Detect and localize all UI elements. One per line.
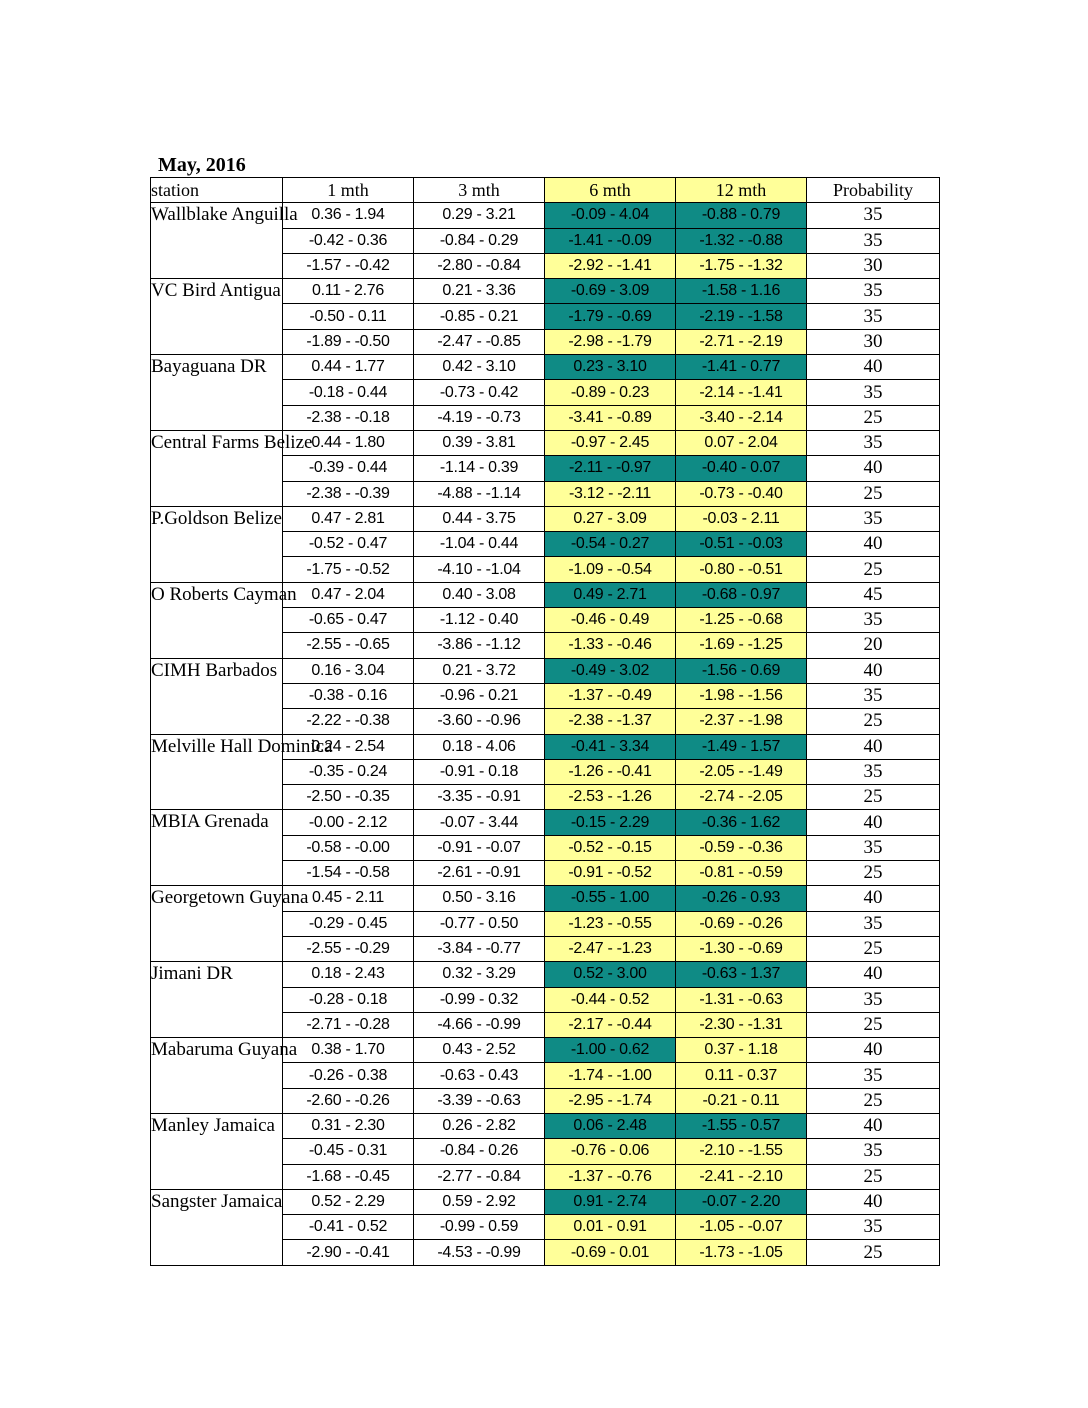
station-name: Georgetown Guyana (151, 886, 283, 962)
cell-1mth: 0.44 - 1.77 (283, 355, 414, 380)
cell-1mth: -0.45 - 0.31 (283, 1139, 414, 1164)
cell-1mth: 0.36 - 1.94 (283, 203, 414, 228)
header-6mth: 6 mth (545, 178, 676, 203)
cell-3mth: -0.84 - 0.29 (414, 228, 545, 253)
cell-probability: 35 (807, 608, 940, 633)
cell-probability: 40 (807, 532, 940, 557)
cell-1mth: -0.52 - 0.47 (283, 532, 414, 557)
cell-probability: 35 (807, 1139, 940, 1164)
cell-12mth: -1.41 - 0.77 (676, 355, 807, 380)
cell-12mth: -2.14 - -1.41 (676, 380, 807, 405)
cell-1mth: 0.16 - 3.04 (283, 658, 414, 683)
cell-probability: 30 (807, 329, 940, 354)
cell-12mth: -0.40 - 0.07 (676, 456, 807, 481)
cell-probability: 25 (807, 1164, 940, 1189)
cell-probability: 35 (807, 304, 940, 329)
table-row (151, 430, 940, 455)
cell-1mth: -0.00 - 2.12 (283, 810, 414, 835)
cell-6mth: -3.12 - -2.11 (545, 481, 676, 506)
table-row (151, 203, 940, 228)
cell-1mth: -0.65 - 0.47 (283, 608, 414, 633)
cell-1mth: -0.29 - 0.45 (283, 911, 414, 936)
cell-12mth: -0.73 - -0.40 (676, 481, 807, 506)
cell-1mth: 0.31 - 2.30 (283, 1113, 414, 1138)
header-12mth: 12 mth (676, 178, 807, 203)
cell-6mth: -1.37 - -0.49 (545, 683, 676, 708)
table-row (151, 658, 940, 683)
cell-3mth: 0.43 - 2.52 (414, 1038, 545, 1063)
cell-probability: 25 (807, 1240, 940, 1265)
cell-3mth: -2.61 - -0.91 (414, 861, 545, 886)
cell-12mth: -3.40 - -2.14 (676, 405, 807, 430)
cell-12mth: 0.07 - 2.04 (676, 430, 807, 455)
document-page (150, 153, 940, 1266)
cell-probability: 35 (807, 835, 940, 860)
cell-6mth: -0.76 - 0.06 (545, 1139, 676, 1164)
cell-12mth: -0.03 - 2.11 (676, 506, 807, 531)
cell-probability: 35 (807, 380, 940, 405)
table-row (151, 1113, 940, 1138)
cell-3mth: -3.60 - -0.96 (414, 709, 545, 734)
cell-1mth: 0.44 - 1.80 (283, 430, 414, 455)
cell-3mth: -0.99 - 0.59 (414, 1215, 545, 1240)
cell-12mth: -1.55 - 0.57 (676, 1113, 807, 1138)
cell-3mth: -3.84 - -0.77 (414, 936, 545, 961)
table-row (151, 962, 940, 987)
cell-3mth: -0.73 - 0.42 (414, 380, 545, 405)
cell-6mth: 0.91 - 2.74 (545, 1189, 676, 1214)
cell-6mth: 0.01 - 0.91 (545, 1215, 676, 1240)
cell-12mth: -1.56 - 0.69 (676, 658, 807, 683)
cell-1mth: -1.54 - -0.58 (283, 861, 414, 886)
cell-6mth: -2.92 - -1.41 (545, 253, 676, 278)
cell-12mth: -0.69 - -0.26 (676, 911, 807, 936)
cell-12mth: 0.11 - 0.37 (676, 1063, 807, 1088)
cell-probability: 25 (807, 1012, 940, 1037)
cell-12mth: -1.58 - 1.16 (676, 279, 807, 304)
cell-probability: 40 (807, 456, 940, 481)
cell-6mth: -2.95 - -1.74 (545, 1088, 676, 1113)
cell-probability: 40 (807, 1038, 940, 1063)
cell-3mth: -0.91 - -0.07 (414, 835, 545, 860)
station-name: CIMH Barbados (151, 658, 283, 734)
cell-12mth: -2.30 - -1.31 (676, 1012, 807, 1037)
station-name: Melville Hall Dominica (151, 734, 283, 810)
cell-1mth: -1.57 - -0.42 (283, 253, 414, 278)
cell-1mth: -2.90 - -0.41 (283, 1240, 414, 1265)
cell-probability: 35 (807, 203, 940, 228)
cell-12mth: -0.36 - 1.62 (676, 810, 807, 835)
cell-12mth: -0.68 - 0.97 (676, 582, 807, 607)
cell-6mth: -0.54 - 0.27 (545, 532, 676, 557)
header-3mth: 3 mth (414, 178, 545, 203)
header-probability: Probability (807, 178, 940, 203)
cell-6mth: -1.74 - -1.00 (545, 1063, 676, 1088)
cell-3mth: -0.63 - 0.43 (414, 1063, 545, 1088)
cell-3mth: -0.84 - 0.26 (414, 1139, 545, 1164)
cell-probability: 40 (807, 886, 940, 911)
cell-6mth: -2.38 - -1.37 (545, 709, 676, 734)
cell-probability: 35 (807, 683, 940, 708)
cell-probability: 35 (807, 430, 940, 455)
cell-1mth: -0.26 - 0.38 (283, 1063, 414, 1088)
cell-probability: 40 (807, 962, 940, 987)
station-name: Wallblake Anguilla (151, 203, 283, 279)
station-name: VC Bird Antigua (151, 279, 283, 355)
cell-6mth: -0.15 - 2.29 (545, 810, 676, 835)
cell-3mth: 0.59 - 2.92 (414, 1189, 545, 1214)
cell-probability: 35 (807, 506, 940, 531)
cell-3mth: -0.99 - 0.32 (414, 987, 545, 1012)
table-row (151, 1038, 940, 1063)
cell-12mth: -1.30 - -0.69 (676, 936, 807, 961)
cell-6mth: 0.06 - 2.48 (545, 1113, 676, 1138)
cell-12mth: -1.05 - -0.07 (676, 1215, 807, 1240)
header-1mth: 1 mth (283, 178, 414, 203)
cell-6mth: -2.17 - -0.44 (545, 1012, 676, 1037)
cell-3mth: -1.12 - 0.40 (414, 608, 545, 633)
cell-3mth: 0.18 - 4.06 (414, 734, 545, 759)
cell-6mth: -0.44 - 0.52 (545, 987, 676, 1012)
cell-3mth: -4.66 - -0.99 (414, 1012, 545, 1037)
cell-1mth: 0.38 - 1.70 (283, 1038, 414, 1063)
cell-12mth: -0.88 - 0.79 (676, 203, 807, 228)
header-row (151, 178, 940, 203)
cell-12mth: -0.26 - 0.93 (676, 886, 807, 911)
document-title: May, 2016 (158, 154, 246, 176)
cell-12mth: -1.49 - 1.57 (676, 734, 807, 759)
table-row (151, 810, 940, 835)
table-row (151, 1189, 940, 1214)
cell-6mth: -0.69 - 3.09 (545, 279, 676, 304)
cell-6mth: -2.47 - -1.23 (545, 936, 676, 961)
cell-1mth: -0.58 - -0.00 (283, 835, 414, 860)
cell-1mth: -1.89 - -0.50 (283, 329, 414, 354)
forecast-table (150, 177, 940, 1266)
station-name: MBIA Grenada (151, 810, 283, 886)
table-row (151, 279, 940, 304)
cell-probability: 40 (807, 1189, 940, 1214)
cell-3mth: -2.80 - -0.84 (414, 253, 545, 278)
cell-probability: 35 (807, 759, 940, 784)
cell-probability: 45 (807, 582, 940, 607)
cell-12mth: -2.71 - -2.19 (676, 329, 807, 354)
cell-3mth: -1.04 - 0.44 (414, 532, 545, 557)
cell-12mth: -1.31 - -0.63 (676, 987, 807, 1012)
station-name: Jimani DR (151, 962, 283, 1038)
cell-1mth: -2.22 - -0.38 (283, 709, 414, 734)
cell-6mth: -0.69 - 0.01 (545, 1240, 676, 1265)
cell-1mth: 0.24 - 2.54 (283, 734, 414, 759)
cell-6mth: -1.79 - -0.69 (545, 304, 676, 329)
cell-12mth: -1.32 - -0.88 (676, 228, 807, 253)
cell-probability: 25 (807, 709, 940, 734)
cell-3mth: 0.44 - 3.75 (414, 506, 545, 531)
cell-3mth: -0.07 - 3.44 (414, 810, 545, 835)
cell-1mth: -0.50 - 0.11 (283, 304, 414, 329)
cell-1mth: 0.52 - 2.29 (283, 1189, 414, 1214)
station-name: Manley Jamaica (151, 1113, 283, 1189)
cell-1mth: -0.38 - 0.16 (283, 683, 414, 708)
cell-6mth: -1.09 - -0.54 (545, 557, 676, 582)
table-row (151, 355, 940, 380)
cell-6mth: -0.49 - 3.02 (545, 658, 676, 683)
cell-probability: 25 (807, 936, 940, 961)
cell-probability: 25 (807, 481, 940, 506)
cell-3mth: -4.19 - -0.73 (414, 405, 545, 430)
station-name: Bayaguana DR (151, 355, 283, 431)
cell-probability: 25 (807, 405, 940, 430)
cell-3mth: -4.53 - -0.99 (414, 1240, 545, 1265)
cell-6mth: 0.27 - 3.09 (545, 506, 676, 531)
station-name: Mabaruma Guyana (151, 1038, 283, 1114)
cell-6mth: -1.41 - -0.09 (545, 228, 676, 253)
cell-3mth: 0.39 - 3.81 (414, 430, 545, 455)
cell-3mth: -0.91 - 0.18 (414, 759, 545, 784)
station-name: Central Farms Belize (151, 430, 283, 506)
cell-12mth: -2.41 - -2.10 (676, 1164, 807, 1189)
cell-6mth: -1.23 - -0.55 (545, 911, 676, 936)
cell-3mth: -2.47 - -0.85 (414, 329, 545, 354)
cell-6mth: 0.49 - 2.71 (545, 582, 676, 607)
cell-12mth: -2.10 - -1.55 (676, 1139, 807, 1164)
cell-1mth: -1.75 - -0.52 (283, 557, 414, 582)
cell-3mth: -2.77 - -0.84 (414, 1164, 545, 1189)
cell-3mth: 0.50 - 3.16 (414, 886, 545, 911)
cell-1mth: -2.38 - -0.39 (283, 481, 414, 506)
cell-1mth: 0.47 - 2.81 (283, 506, 414, 531)
table-row (151, 506, 940, 531)
cell-3mth: 0.42 - 3.10 (414, 355, 545, 380)
cell-12mth: -0.63 - 1.37 (676, 962, 807, 987)
cell-probability: 40 (807, 658, 940, 683)
cell-12mth: -2.05 - -1.49 (676, 759, 807, 784)
cell-12mth: -1.25 - -0.68 (676, 608, 807, 633)
cell-12mth: -1.75 - -1.32 (676, 253, 807, 278)
cell-3mth: -4.88 - -1.14 (414, 481, 545, 506)
cell-3mth: -3.39 - -0.63 (414, 1088, 545, 1113)
cell-1mth: -2.38 - -0.18 (283, 405, 414, 430)
cell-1mth: -0.18 - 0.44 (283, 380, 414, 405)
cell-probability: 35 (807, 1215, 940, 1240)
cell-1mth: -2.50 - -0.35 (283, 785, 414, 810)
cell-probability: 35 (807, 279, 940, 304)
cell-3mth: 0.29 - 3.21 (414, 203, 545, 228)
cell-12mth: -0.59 - -0.36 (676, 835, 807, 860)
cell-probability: 25 (807, 1088, 940, 1113)
cell-1mth: -0.41 - 0.52 (283, 1215, 414, 1240)
cell-1mth: -2.55 - -0.65 (283, 633, 414, 658)
cell-probability: 40 (807, 1113, 940, 1138)
table-row (151, 886, 940, 911)
cell-1mth: 0.45 - 2.11 (283, 886, 414, 911)
cell-probability: 35 (807, 911, 940, 936)
cell-probability: 35 (807, 228, 940, 253)
station-name: P.Goldson Belize (151, 506, 283, 582)
cell-probability: 40 (807, 734, 940, 759)
cell-1mth: -2.71 - -0.28 (283, 1012, 414, 1037)
cell-12mth: -2.74 - -2.05 (676, 785, 807, 810)
cell-12mth: -1.98 - -1.56 (676, 683, 807, 708)
cell-1mth: 0.18 - 2.43 (283, 962, 414, 987)
table-body (151, 203, 940, 1265)
station-name: O Roberts Cayman (151, 582, 283, 658)
cell-1mth: -2.60 - -0.26 (283, 1088, 414, 1113)
cell-6mth: -0.91 - -0.52 (545, 861, 676, 886)
cell-probability: 40 (807, 355, 940, 380)
cell-6mth: 0.23 - 3.10 (545, 355, 676, 380)
cell-6mth: -3.41 - -0.89 (545, 405, 676, 430)
cell-6mth: -0.46 - 0.49 (545, 608, 676, 633)
cell-probability: 30 (807, 253, 940, 278)
cell-1mth: -2.55 - -0.29 (283, 936, 414, 961)
cell-1mth: -0.35 - 0.24 (283, 759, 414, 784)
cell-3mth: 0.40 - 3.08 (414, 582, 545, 607)
cell-probability: 35 (807, 1063, 940, 1088)
cell-6mth: -0.52 - -0.15 (545, 835, 676, 860)
table-row (151, 582, 940, 607)
cell-probability: 25 (807, 785, 940, 810)
cell-6mth: -0.09 - 4.04 (545, 203, 676, 228)
cell-12mth: -0.80 - -0.51 (676, 557, 807, 582)
cell-6mth: -2.53 - -1.26 (545, 785, 676, 810)
cell-12mth: -2.19 - -1.58 (676, 304, 807, 329)
cell-6mth: -1.26 - -0.41 (545, 759, 676, 784)
cell-probability: 20 (807, 633, 940, 658)
cell-6mth: -1.37 - -0.76 (545, 1164, 676, 1189)
cell-3mth: -1.14 - 0.39 (414, 456, 545, 481)
cell-probability: 25 (807, 557, 940, 582)
cell-3mth: -0.77 - 0.50 (414, 911, 545, 936)
cell-1mth: -0.39 - 0.44 (283, 456, 414, 481)
cell-12mth: -1.73 - -1.05 (676, 1240, 807, 1265)
cell-1mth: 0.11 - 2.76 (283, 279, 414, 304)
cell-12mth: -2.37 - -1.98 (676, 709, 807, 734)
cell-3mth: -0.96 - 0.21 (414, 683, 545, 708)
cell-12mth: 0.37 - 1.18 (676, 1038, 807, 1063)
cell-3mth: 0.21 - 3.36 (414, 279, 545, 304)
cell-3mth: -4.10 - -1.04 (414, 557, 545, 582)
cell-3mth: -3.86 - -1.12 (414, 633, 545, 658)
cell-probability: 35 (807, 987, 940, 1012)
cell-6mth: -0.41 - 3.34 (545, 734, 676, 759)
cell-probability: 40 (807, 810, 940, 835)
cell-1mth: -0.28 - 0.18 (283, 987, 414, 1012)
cell-3mth: -3.35 - -0.91 (414, 785, 545, 810)
cell-6mth: -1.00 - 0.62 (545, 1038, 676, 1063)
cell-12mth: -0.21 - 0.11 (676, 1088, 807, 1113)
cell-6mth: -2.98 - -1.79 (545, 329, 676, 354)
cell-6mth: 0.52 - 3.00 (545, 962, 676, 987)
cell-1mth: 0.47 - 2.04 (283, 582, 414, 607)
cell-12mth: -1.69 - -1.25 (676, 633, 807, 658)
cell-6mth: -0.97 - 2.45 (545, 430, 676, 455)
cell-3mth: 0.32 - 3.29 (414, 962, 545, 987)
cell-3mth: 0.21 - 3.72 (414, 658, 545, 683)
cell-12mth: -0.07 - 2.20 (676, 1189, 807, 1214)
cell-1mth: -0.42 - 0.36 (283, 228, 414, 253)
header-station: station (151, 178, 283, 203)
cell-6mth: -2.11 - -0.97 (545, 456, 676, 481)
table-row (151, 734, 940, 759)
cell-3mth: -0.85 - 0.21 (414, 304, 545, 329)
station-name: Sangster Jamaica (151, 1189, 283, 1265)
cell-probability: 25 (807, 861, 940, 886)
cell-12mth: -0.81 - -0.59 (676, 861, 807, 886)
cell-1mth: -1.68 - -0.45 (283, 1164, 414, 1189)
cell-6mth: -0.55 - 1.00 (545, 886, 676, 911)
cell-12mth: -0.51 - -0.03 (676, 532, 807, 557)
cell-6mth: -0.89 - 0.23 (545, 380, 676, 405)
cell-6mth: -1.33 - -0.46 (545, 633, 676, 658)
cell-3mth: 0.26 - 2.82 (414, 1113, 545, 1138)
